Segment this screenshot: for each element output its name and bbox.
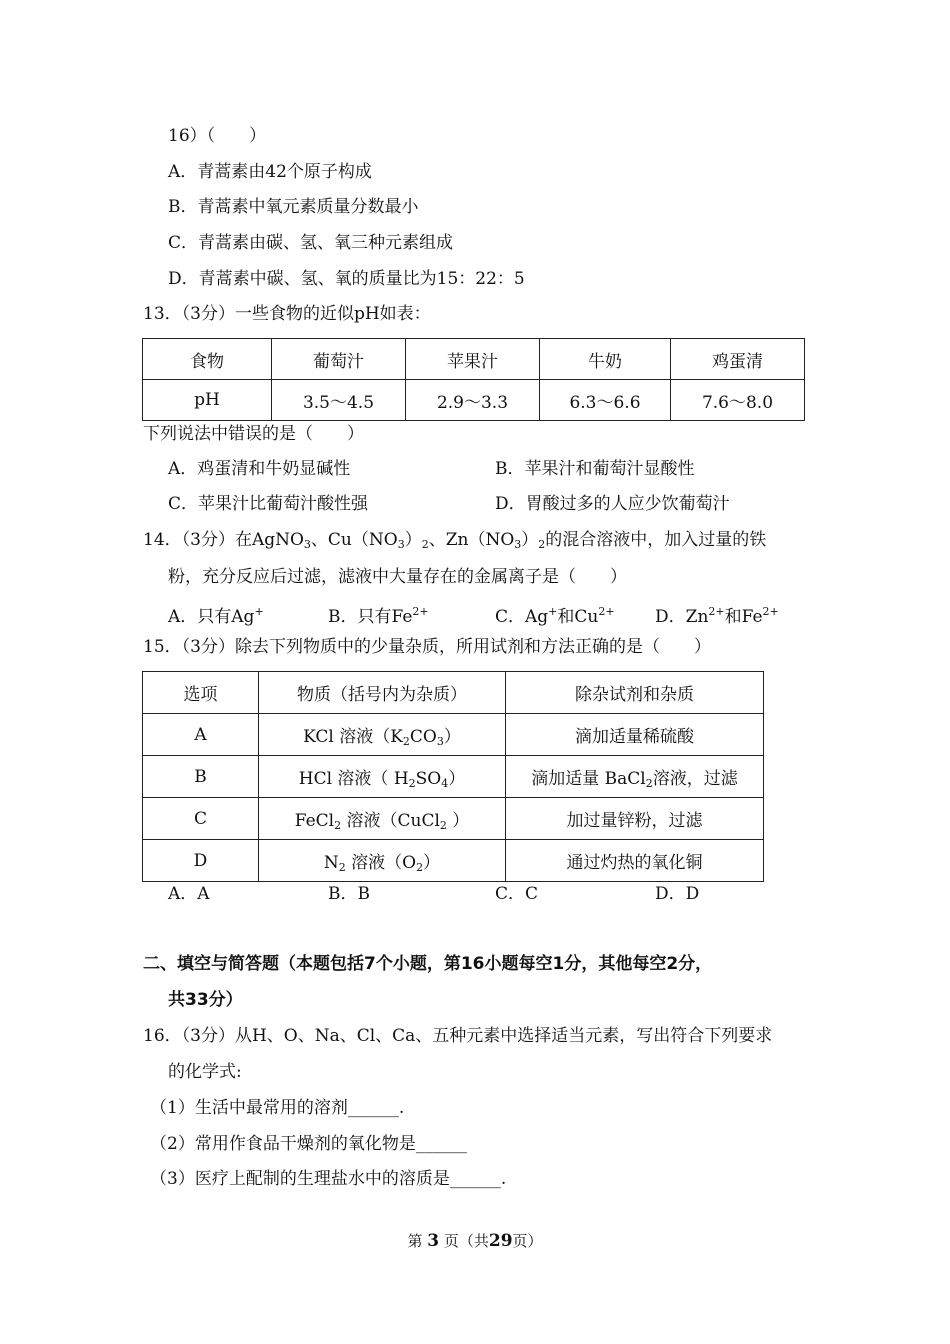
ph-table-value-row [143, 380, 805, 421]
impurity-method-cell: 滴加适量稀硫酸 [506, 714, 764, 756]
ph-table [142, 338, 805, 421]
ph-table-header-row [143, 339, 805, 380]
q15-option-d: D．D [655, 884, 700, 904]
q14-option-c: C．Ag+和$Cu^{2+}$ [495, 605, 615, 627]
q15-option-c: C．C [495, 884, 539, 904]
ph-table-cell: pH [143, 380, 272, 421]
q16-stem-line1: 16．（3分）从H、O、Na、Cl、Ca、五种元素中选择适当元素，写出符合下列要求 [143, 1026, 773, 1046]
q15-stem: 15．（3分）除去下列物质中的少量杂质，所用试剂和方法正确的是（ ） [143, 637, 711, 657]
impurity-table-row [143, 714, 764, 756]
page-footer: 第 3 页（共29页） [407, 1231, 543, 1251]
q13-option-c: C．苹果汁比葡萄汁酸性强 [168, 494, 369, 514]
impurity-option-cell: C [143, 798, 259, 840]
ph-table-cell: 2.9～3.3 [406, 380, 540, 421]
impurity-table-row [143, 756, 764, 798]
ph-table-cell: 6.3～6.6 [540, 380, 671, 421]
impurity-table [142, 671, 764, 882]
q15-option-b: B．B [328, 884, 370, 904]
q12-option-d: D．青蒿素中碳、氢、氧的质量比为15：22：5 [168, 269, 525, 289]
impurity-table-row [143, 840, 764, 882]
ph-table-header-cell: 苹果汁 [406, 339, 540, 380]
impurity-table-header-cell: 除杂试剂和杂质 [506, 672, 764, 714]
q16-item-3: （3）医疗上配制的生理盐水中的溶质是______. [150, 1169, 507, 1189]
q15-option-a: A．A [168, 884, 210, 904]
impurity-option-cell: B [143, 756, 259, 798]
ph-table-header-cell: 牛奶 [540, 339, 671, 380]
impurity-method-cell: 滴加适量 BaCl$_2$溶液，过滤 [506, 756, 764, 798]
ph-table-header-cell: 葡萄汁 [272, 339, 406, 380]
impurity-option-cell: A [143, 714, 259, 756]
impurity-substance-cell: $N_2$ 溶液$(O_2)$ [259, 840, 506, 882]
q16-item-2: （2）常用作食品干燥剂的氧化物是______ [150, 1134, 467, 1154]
q13-question: 下列说法中错误的是（ ） [143, 424, 364, 444]
q13-option-d: D．胃酸过多的人应少饮葡萄汁 [495, 494, 730, 514]
impurity-table-header-cell: 物质（括号内为杂质） [259, 672, 506, 714]
q16-stem-line2: 的化学式: [168, 1062, 242, 1082]
impurity-table-header-row [143, 672, 764, 714]
q13-stem: 13．（3分）一些食物的近似pH如表： [143, 304, 431, 324]
q12-stem-tail: 16）（ ） [168, 126, 267, 146]
ph-table-header-cell: 鸡蛋清 [671, 339, 805, 380]
q12-option-a: A．青蒿素由42个原子构成 [168, 162, 372, 182]
q16-item-1: （1）生活中最常用的溶剂______. [150, 1098, 405, 1118]
q14-option-b: B．只有$Fe^{2+}$ [328, 605, 429, 627]
ph-table-cell: 7.6～8.0 [671, 380, 805, 421]
impurity-option-cell: D [143, 840, 259, 882]
section-heading: 二、填空与简答题（本题包括7个小题，第16小题每空1分，其他每空2分， [143, 954, 713, 974]
ph-table-header-cell: 食物 [143, 339, 272, 380]
q14-option-a: A．只有Ag+ [168, 605, 264, 627]
impurity-table-header-cell: 选项 [143, 672, 259, 714]
impurity-substance-cell: KCl 溶液$(K_2CO_3)$ [259, 714, 506, 756]
q14-stem-line1: 14．（3分）在AgNO$_3$、$Cu(NO_3)_2$、$Zn(NO_3)_2$的混合溶液中，加入过量的铁 [143, 530, 767, 551]
q12-option-c: C．青蒿素由碳、氢、氧三种元素组成 [168, 233, 454, 253]
q14-option-d: D．$Zn^{2+}$和$Fe^{2+}$ [655, 605, 779, 627]
q13-option-b: B．苹果汁和葡萄汁显酸性 [495, 459, 695, 479]
q13-option-a: A．鸡蛋清和牛奶显碱性 [168, 459, 351, 479]
impurity-table-row [143, 798, 764, 840]
impurity-substance-cell: HCl 溶液（ $H_2SO_4$） [259, 756, 506, 798]
impurity-method-cell: 加过量锌粉，过滤 [506, 798, 764, 840]
q14-stem-line2: 粉，充分反应后过滤，滤液中大量存在的金属离子是（ ） [168, 567, 627, 587]
impurity-method-cell: 通过灼热的氧化铜 [506, 840, 764, 882]
q12-option-b: B．青蒿素中氧元素质量分数最小 [168, 197, 419, 217]
section-heading-cont: 共33分） [168, 990, 243, 1010]
ph-table-cell: 3.5～4.5 [272, 380, 406, 421]
impurity-substance-cell: FeCl$_2$ 溶液（CuCl$_2$ ） [259, 798, 506, 840]
